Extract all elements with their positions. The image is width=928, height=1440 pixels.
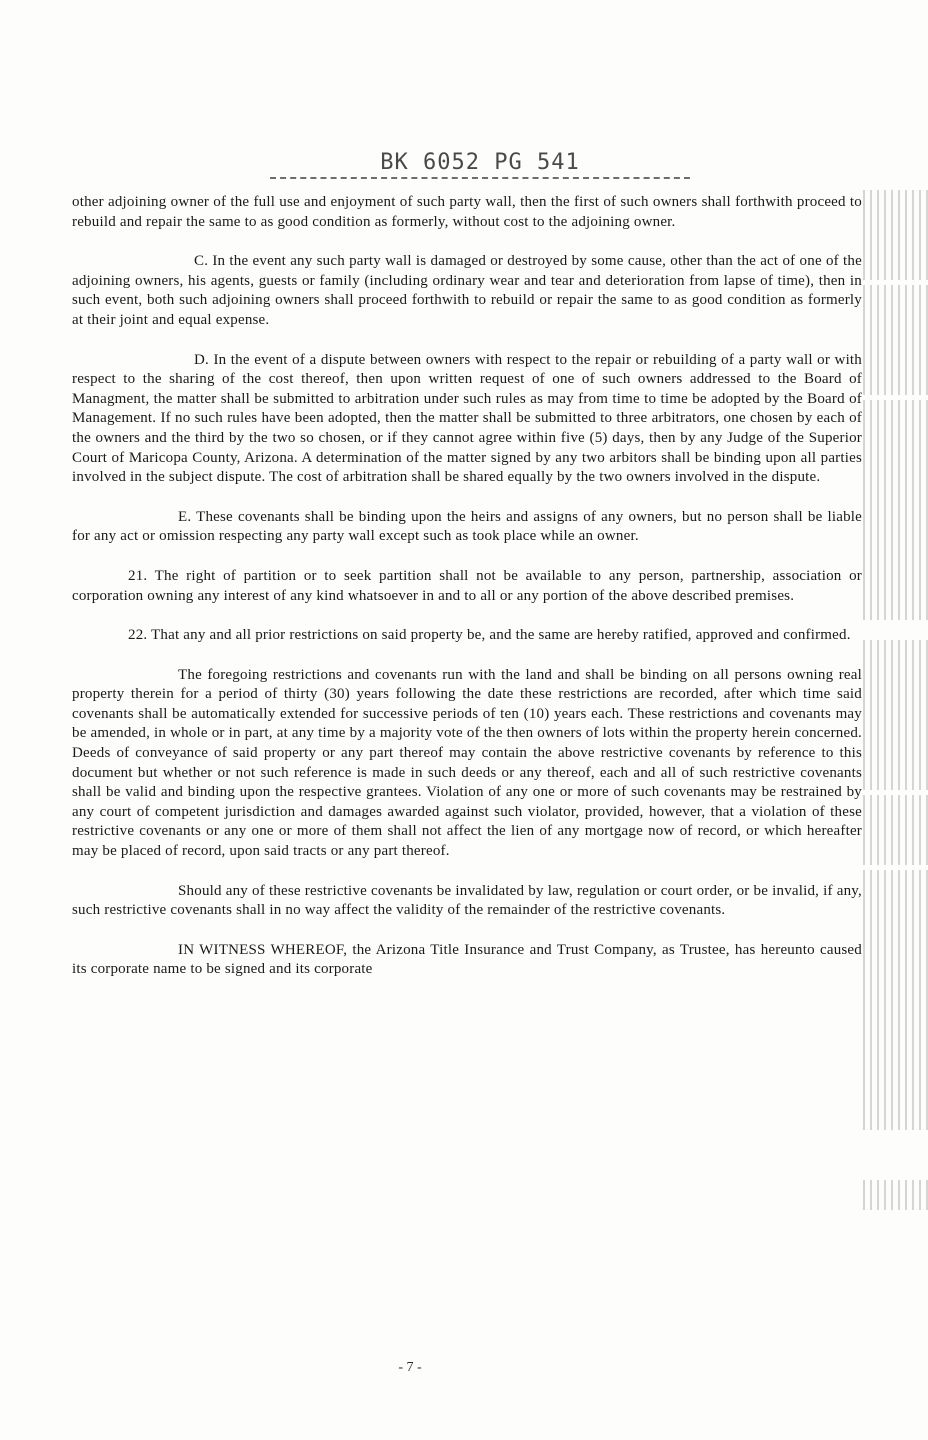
photocopy-artifact [858, 1180, 928, 1210]
paragraph-witness: IN WITNESS WHEREOF, the Arizona Title Insurance and Trust Company, as Trustee, has hereunto caused its corporate name to be signed and its corporate [72, 941, 862, 978]
photocopy-artifact [858, 190, 928, 280]
photocopy-artifact [858, 795, 928, 865]
paragraph-e: E. These covenants shall be binding upon the heirs and assigns of any owners, but no person shall be liable for any act or omission respecting any party wall except such as took place while an owner. [72, 508, 862, 545]
paragraph-continued: other adjoining owner of the full use and enjoyment of such party wall, then the first of such owners shall forthwith proceed to rebuild and repair the same to as good condition as formerly, without cost to the adjoining owner. [72, 194, 862, 230]
page-number: - 7 - [398, 1360, 422, 1375]
book-page-reference: BK 6052 PG 541 [270, 150, 690, 179]
photocopy-artifact [858, 640, 928, 790]
paragraph-21: 21. The right of partition or to seek partition shall not be available to any person, partnership, association or corporation owning any interest of any kind whatsoever in and to all or any portion of the above described premises. [72, 567, 862, 604]
document-body [72, 193, 862, 1000]
paragraph-c: C. In the event any such party wall is damaged or destroyed by some cause, other than the act of one of the adjoining owners, his agents, guests or family (including ordinary wear and tear and deterioration from lapse of time), then in such event, both such adjoining owners shall proceed forthwith to rebuild or repair the same to as good condition as formerly at their joint and equal expense. [72, 253, 862, 328]
paragraph-22: 22. That any and all prior restrictions on said property be, and the same are hereby ratified, approved and confirmed. [128, 627, 851, 644]
paragraph-foregoing: The foregoing restrictions and covenants run with the land and shall be binding on all persons owning real property therein for a period of thirty (30) years following the date these restrictions are recorded, after which time said covenants shall be automatically extended for successive periods of ten (10) years each. These restrictions and covenants may be amended, in whole or in part, at any time by a majority vote of the then owners of lots within the property herein concerned. Deeds of conveyance of said property or any part thereof may contain the above restrictive covenants by reference to this document but whether or not such reference is made in such deeds or any thereof, each and all of such restrictive covenants shall be valid and binding upon the respective grantees. Violation of any one or more of such covenants may be restrained by any court of competent jurisdiction and damages awarded against such violator, provided, however, that a violation of these restrictive covenants or any one or more of them shall not affect the lien of any mortgage now of record, or which hereafter may be placed of record, upon said tracts or any part thereof. [72, 666, 862, 860]
photocopy-artifact [858, 400, 928, 620]
paragraph-d: D. In the event of a dispute between owners with respect to the repair or rebuilding of a party wall or with respect to the sharing of the cost thereof, then upon written request of one of such owners addressed to the Board of Managment, the matter shall be submitted to arbitration under such rules as may from time to time be adopted by the Board of Management. If no such rules have been adopted, then the matter shall be submitted to three arbitrators, one chosen by each of the owners and the third by the two so chosen, or if they cannot agree within five (5) days, then by any Judge of the Superior Court of Maricopa County, Arizona. A determination of the matter signed by any two arbitors shall be binding upon all parties involved in the subject dispute. The cost of arbitration shall be shared equally by the two owners involved in the dispute. [72, 351, 862, 486]
paragraph-severability: Should any of these restrictive covenants be invalidated by law, regulation or court order, or be invalid, if any, such restrictive covenants shall in no way affect the validity of the remainder of the restrictive covenants. [72, 882, 862, 919]
photocopy-artifact [858, 870, 928, 1130]
photocopy-artifact [858, 285, 928, 395]
